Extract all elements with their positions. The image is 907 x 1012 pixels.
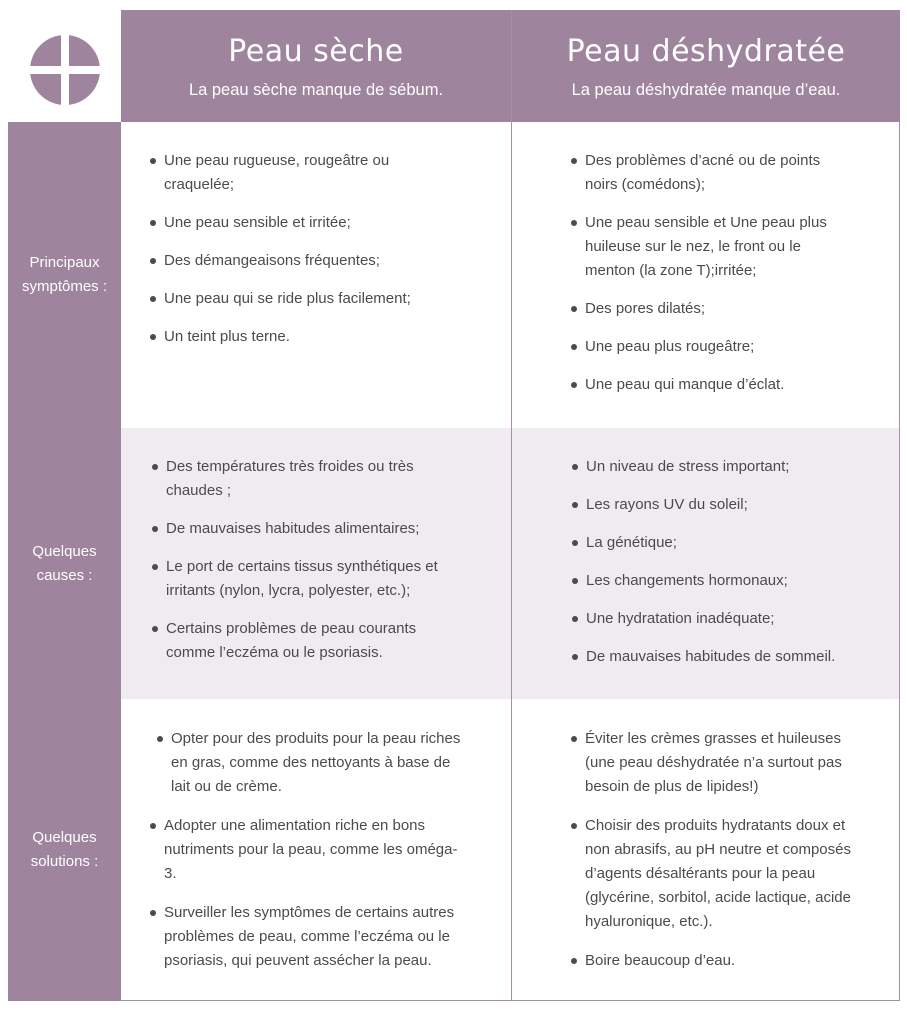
header-dehydrated-title: Peau déshydratée bbox=[566, 34, 846, 69]
symptoms-dry-cell bbox=[121, 122, 511, 428]
list-item: Choisir des produits hydratants doux et non abrasifs, au pH neutre et composés d’agents désaltérants pour la peau (glycérine, sorbitol, acide lactique, acide hyaluronique, etc.). bbox=[571, 814, 871, 934]
causes-dry-cell bbox=[121, 428, 511, 699]
list-item: Un niveau de stress important; bbox=[572, 455, 872, 479]
table-right-border bbox=[899, 122, 900, 1001]
symptoms-dehydrated-cell bbox=[512, 122, 900, 428]
solutions-dry-list bbox=[150, 727, 485, 988]
list-item: Des problèmes d’acné ou de points noirs (comédons); bbox=[571, 149, 846, 197]
causes-dehydrated-cell bbox=[512, 428, 900, 699]
row-label-causes bbox=[8, 428, 121, 699]
solutions-dehydrated-list bbox=[571, 727, 871, 988]
list-item: Une peau qui manque d’éclat. bbox=[571, 373, 846, 397]
solutions-dry-cell bbox=[121, 699, 511, 1001]
header-dehydrated-skin bbox=[512, 10, 900, 122]
header-dry-subtitle: La peau sèche manque de sébum. bbox=[188, 81, 444, 99]
causes-dehydrated-list bbox=[572, 455, 872, 683]
list-item: Une peau qui se ride plus facilement; bbox=[150, 287, 420, 311]
list-item: Les changements hormonaux; bbox=[572, 569, 872, 593]
list-item: Certains problèmes de peau courants comme l’eczéma ou le psoriasis. bbox=[152, 617, 451, 665]
row-label-symptoms bbox=[8, 122, 121, 428]
list-item: Opter pour des produits pour la peau riches en gras, comme des nettoyants à base de lait ou de crème. bbox=[157, 727, 471, 799]
list-item: La génétique; bbox=[572, 531, 872, 555]
list-item: Des pores dilatés; bbox=[571, 297, 846, 321]
list-item: Les rayons UV du soleil; bbox=[572, 493, 872, 517]
row-label-solutions bbox=[8, 699, 121, 1001]
row-label-causes-line2: causes : bbox=[36, 566, 93, 584]
list-item: Le port de certains tissus synthétiques et irritants (nylon, lycra, polyester, etc.); bbox=[152, 555, 456, 603]
header-dry-title: Peau sèche bbox=[228, 34, 404, 69]
row-label-causes-line1: Quelques bbox=[32, 542, 97, 560]
column-divider bbox=[511, 10, 512, 1001]
list-item: Une hydratation inadéquate; bbox=[572, 607, 872, 631]
cross-circle-logo-icon bbox=[29, 34, 101, 106]
list-item: Une peau plus rougeâtre; bbox=[571, 335, 846, 359]
list-item: Des températures très froides ou très chaudes ; bbox=[152, 455, 416, 503]
header-dry-skin bbox=[121, 10, 511, 122]
symptoms-dry-list bbox=[150, 149, 420, 363]
row-label-symptoms-line2: symptômes : bbox=[21, 278, 108, 295]
list-item: Une peau sensible et Une peau plus huileuse sur le nez, le front ou le menton (la zone T);irritée; bbox=[571, 211, 846, 283]
row-label-solutions-line2: solutions : bbox=[30, 853, 99, 870]
list-item: De mauvaises habitudes de sommeil. bbox=[572, 645, 872, 669]
symptoms-dehydrated-list bbox=[571, 149, 846, 411]
table-bottom-border bbox=[121, 1000, 900, 1001]
list-item: Surveiller les symptômes de certains autres problèmes de peau, comme l’eczéma ou le psoriasis, qui peuvent assécher la peau. bbox=[150, 901, 499, 973]
solutions-dehydrated-cell bbox=[512, 699, 900, 1001]
list-item: Des démangeaisons fréquentes; bbox=[150, 249, 420, 273]
row-label-symptoms-line1: Principaux bbox=[29, 254, 100, 271]
row-label-solutions-line1: Quelques bbox=[32, 829, 97, 846]
list-item: Une peau sensible et irritée; bbox=[150, 211, 420, 235]
list-item: Adopter une alimentation riche en bons nutriments pour la peau, comme les oméga-3. bbox=[150, 814, 464, 886]
logo-cell bbox=[8, 10, 121, 122]
list-item: Éviter les crèmes grasses et huileuses (une peau déshydratée n’a surtout pas besoin de plus de lipides!) bbox=[571, 727, 871, 799]
list-item: Un teint plus terne. bbox=[150, 325, 420, 349]
list-item: Boire beaucoup d’eau. bbox=[571, 949, 871, 973]
list-item: Une peau rugueuse, rougeâtre ou craquelée; bbox=[150, 149, 420, 197]
header-dehydrated-subtitle: La peau déshydratée manque d’eau. bbox=[571, 81, 841, 99]
causes-dry-list bbox=[152, 455, 452, 679]
list-item: De mauvaises habitudes alimentaires; bbox=[152, 517, 452, 541]
